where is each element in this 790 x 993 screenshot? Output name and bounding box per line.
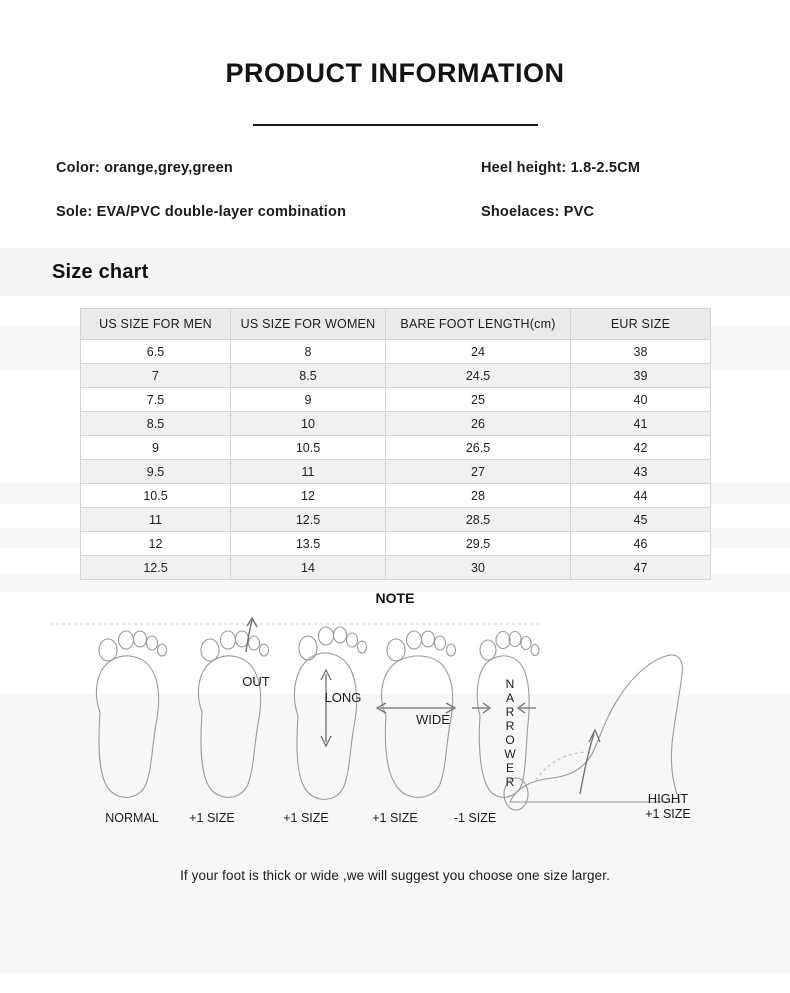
cell-eur-size: 38 xyxy=(571,340,711,364)
foot-measurement-diagram xyxy=(40,612,750,862)
table-row xyxy=(81,340,711,364)
size-chart-table-wrap xyxy=(0,296,790,580)
product-information-page xyxy=(0,58,790,993)
cell-us-women: 8.5 xyxy=(231,364,386,388)
table-row xyxy=(81,412,711,436)
svg-text:W: W xyxy=(504,747,516,761)
cell-us-men: 12 xyxy=(81,532,231,556)
table-row xyxy=(81,364,711,388)
column-header-us-men: US SIZE FOR MEN xyxy=(81,309,231,340)
cell-us-men: 10.5 xyxy=(81,484,231,508)
cell-eur-size: 40 xyxy=(571,388,711,412)
cell-bare-foot-length: 29.5 xyxy=(386,532,571,556)
cell-us-men: 12.5 xyxy=(81,556,231,580)
column-header-us-women: US SIZE FOR WOMEN xyxy=(231,309,386,340)
cell-us-men: 7.5 xyxy=(81,388,231,412)
foot-shape-label-long: LONG xyxy=(324,690,362,705)
spec-row xyxy=(56,160,734,176)
spec-heel-height: Heel height: 1.8-2.5CM xyxy=(481,160,641,176)
cell-eur-size: 45 xyxy=(571,508,711,532)
svg-text:O: O xyxy=(505,733,515,747)
cell-us-men: 9 xyxy=(81,436,231,460)
cell-us-women: 8 xyxy=(231,340,386,364)
note-footer-text: If your foot is thick or wide ,we will suggest you choose one size larger. xyxy=(180,868,610,883)
foot-shape-label-hight: HIGHT xyxy=(647,791,689,806)
foot-size-label-long: +1 SIZE xyxy=(283,811,329,825)
title-divider xyxy=(253,124,538,126)
svg-text:R: R xyxy=(505,775,515,789)
size-chart-heading: Size chart xyxy=(52,260,149,283)
cell-bare-foot-length: 28 xyxy=(386,484,571,508)
table-row xyxy=(81,460,711,484)
cell-bare-foot-length: 24 xyxy=(386,340,571,364)
foot-size-label-normal: NORMAL xyxy=(105,811,159,825)
cell-bare-foot-length: 25 xyxy=(386,388,571,412)
cell-us-women: 10 xyxy=(231,412,386,436)
cell-us-women: 12 xyxy=(231,484,386,508)
foot-shape-label-wide: WIDE xyxy=(416,712,450,727)
table-row xyxy=(81,484,711,508)
spec-row xyxy=(56,204,734,220)
feet-illustration xyxy=(40,612,750,842)
foot-shape-label-narrower xyxy=(504,677,516,789)
cell-us-women: 9 xyxy=(231,388,386,412)
specs-list xyxy=(0,160,790,220)
foot-size-label-out: +1 SIZE xyxy=(189,811,235,825)
cell-us-women: 10.5 xyxy=(231,436,386,460)
spec-color: Color: orange,grey,green xyxy=(56,160,233,176)
cell-bare-foot-length: 26.5 xyxy=(386,436,571,460)
svg-text:R: R xyxy=(505,705,515,719)
cell-eur-size: 46 xyxy=(571,532,711,556)
table-row xyxy=(81,388,711,412)
cell-us-women: 12.5 xyxy=(231,508,386,532)
cell-bare-foot-length: 24.5 xyxy=(386,364,571,388)
svg-text:R: R xyxy=(505,719,515,733)
cell-eur-size: 44 xyxy=(571,484,711,508)
foot-size-label-hight: +1 SIZE xyxy=(645,807,691,821)
cell-bare-foot-length: 28.5 xyxy=(386,508,571,532)
cell-bare-foot-length: 27 xyxy=(386,460,571,484)
cell-us-men: 7 xyxy=(81,364,231,388)
foot-size-label-wide: +1 SIZE xyxy=(372,811,418,825)
svg-text:A: A xyxy=(505,691,515,705)
cell-us-men: 9.5 xyxy=(81,460,231,484)
cell-eur-size: 43 xyxy=(571,460,711,484)
page-title: PRODUCT INFORMATION xyxy=(225,58,565,88)
table-row xyxy=(81,532,711,556)
cell-bare-foot-length: 30 xyxy=(386,556,571,580)
cell-eur-size: 42 xyxy=(571,436,711,460)
cell-bare-foot-length: 26 xyxy=(386,412,571,436)
table-row xyxy=(81,436,711,460)
spec-sole: Sole: EVA/PVC double-layer combination xyxy=(56,204,347,220)
size-chart-table xyxy=(80,308,711,580)
foot-shape-label-out: OUT xyxy=(242,674,270,689)
foot-size-label-narrower: -1 SIZE xyxy=(453,811,497,825)
table-row xyxy=(81,556,711,580)
column-header-eur-size: EUR SIZE xyxy=(571,309,711,340)
cell-us-women: 14 xyxy=(231,556,386,580)
cell-us-women: 13.5 xyxy=(231,532,386,556)
cell-eur-size: 39 xyxy=(571,364,711,388)
cell-us-women: 11 xyxy=(231,460,386,484)
spec-shoelaces: Shoelaces: PVC xyxy=(481,204,595,220)
cell-us-men: 8.5 xyxy=(81,412,231,436)
svg-text:E: E xyxy=(505,761,515,775)
cell-eur-size: 47 xyxy=(571,556,711,580)
svg-text:N: N xyxy=(505,677,515,691)
column-header-bare-foot-length: BARE FOOT LENGTH(cm) xyxy=(386,309,571,340)
cell-us-men: 6.5 xyxy=(81,340,231,364)
cell-eur-size: 41 xyxy=(571,412,711,436)
size-chart-band xyxy=(0,248,790,296)
cell-us-men: 11 xyxy=(81,508,231,532)
table-header-row xyxy=(81,309,711,340)
table-row xyxy=(81,508,711,532)
note-title: NOTE xyxy=(375,590,415,606)
